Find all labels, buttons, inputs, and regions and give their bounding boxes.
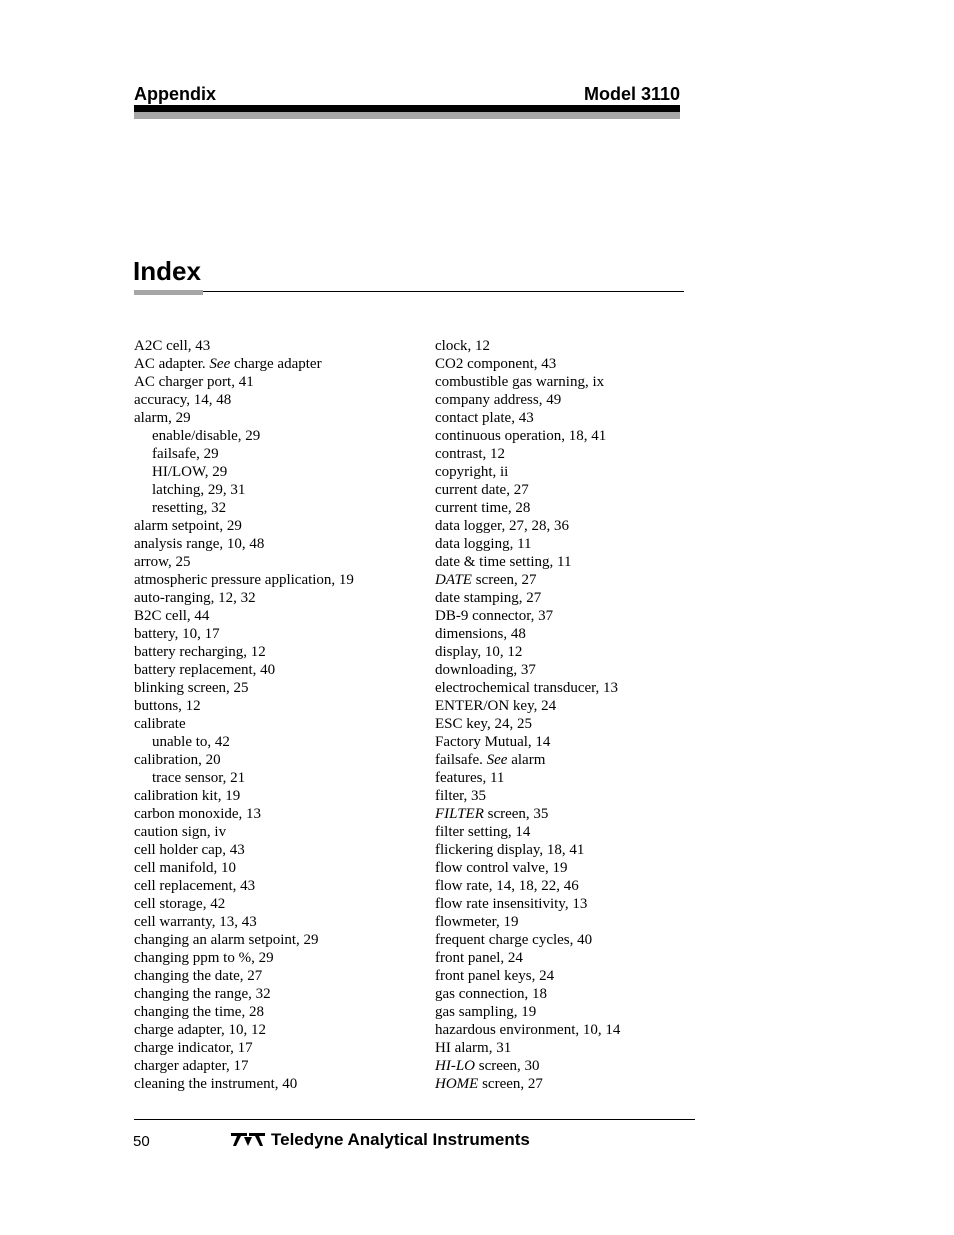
index-entry: company address, 49	[435, 392, 562, 408]
index-entry: CO2 component, 43	[435, 356, 557, 372]
index-entry: continuous operation, 18, 41	[435, 428, 607, 444]
index-entry: contact plate, 43	[435, 410, 534, 426]
index-entry: HI alarm, 31	[435, 1040, 512, 1056]
index-entry: dimensions, 48	[435, 626, 526, 642]
index-entry: battery recharging, 12	[134, 644, 266, 660]
index-entry: AC charger port, 41	[134, 374, 254, 390]
index-entry: data logging, 11	[435, 536, 532, 552]
index-entry: failsafe. See alarm	[435, 752, 546, 768]
header-rule-grey	[134, 112, 680, 119]
index-entry: alarm setpoint, 29	[134, 518, 242, 534]
index-entry: front panel, 24	[435, 950, 523, 966]
index-entry: combustible gas warning, ix	[435, 374, 605, 390]
index-entry: changing the time, 28	[134, 1004, 264, 1020]
index-entry: cell storage, 42	[134, 896, 226, 912]
index-entry: DB-9 connector, 37	[435, 608, 554, 624]
index-entry: calibrate	[134, 716, 186, 732]
index-subentry: latching, 29, 31	[152, 482, 246, 498]
title-rule-line	[203, 291, 684, 292]
index-subentry: trace sensor, 21	[152, 770, 246, 786]
index-entry: charge adapter, 10, 12	[134, 1022, 266, 1038]
index-entry: current time, 28	[435, 500, 531, 516]
index-entry: caution sign, iv	[134, 824, 227, 840]
index-entry: frequent charge cycles, 40	[435, 932, 593, 948]
page-title: Index	[133, 256, 201, 286]
index-entry: HI-LO screen, 30	[435, 1058, 540, 1074]
index-entry: flowmeter, 19	[435, 914, 519, 930]
index-entry: charge indicator, 17	[134, 1040, 253, 1056]
index-subentry: HI/LOW, 29	[152, 464, 228, 480]
index-entry: DATE screen, 27	[435, 572, 537, 588]
header-section-label: Appendix	[134, 84, 217, 104]
page-number: 50	[133, 1133, 150, 1150]
index-entry: cell replacement, 43	[134, 878, 256, 894]
index-entry: flow rate, 14, 18, 22, 46	[435, 878, 579, 894]
index-entry: B2C cell, 44	[134, 608, 210, 624]
index-entry: changing the date, 27	[134, 968, 263, 984]
index-entry: atmospheric pressure application, 19	[134, 572, 354, 588]
index-entry: alarm, 29	[134, 410, 191, 426]
index-entry: ESC key, 24, 25	[435, 716, 532, 732]
index-entry: flow rate insensitivity, 13	[435, 896, 588, 912]
index-entry: display, 10, 12	[435, 644, 523, 660]
footer-brand: Teledyne Analytical Instruments	[271, 1130, 530, 1149]
index-subentry: resetting, 32	[152, 500, 227, 516]
index-entry: charger adapter, 17	[134, 1058, 249, 1074]
index-entry: cell manifold, 10	[134, 860, 237, 876]
index-entry: date & time setting, 11	[435, 554, 572, 570]
index-entry: FILTER screen, 35	[435, 806, 549, 822]
index-entry: carbon monoxide, 13	[134, 806, 262, 822]
index-entry: HOME screen, 27	[435, 1076, 543, 1092]
index-entry: contrast, 12	[435, 446, 505, 462]
index-entry: calibration, 20	[134, 752, 221, 768]
index-entry: current date, 27	[435, 482, 529, 498]
index-entry: filter setting, 14	[435, 824, 531, 840]
index-entry: filter, 35	[435, 788, 487, 804]
index-entry: A2C cell, 43	[134, 338, 211, 354]
index-entry: Factory Mutual, 14	[435, 734, 551, 750]
index-entry: hazardous environment, 10, 14	[435, 1022, 621, 1038]
index-entry: cell holder cap, 43	[134, 842, 245, 858]
index-entry: data logger, 27, 28, 36	[435, 518, 569, 534]
header-rule-black	[134, 105, 680, 112]
index-subentry: failsafe, 29	[152, 446, 219, 462]
index-subentry: enable/disable, 29	[152, 428, 261, 444]
index-entry: battery, 10, 17	[134, 626, 220, 642]
index-entry: flickering display, 18, 41	[435, 842, 585, 858]
index-entry: cleaning the instrument, 40	[134, 1076, 298, 1092]
index-entry: ENTER/ON key, 24	[435, 698, 557, 714]
index-entry: gas sampling, 19	[435, 1004, 537, 1020]
index-entry: cell warranty, 13, 43	[134, 914, 257, 930]
index-entry: changing an alarm setpoint, 29	[134, 932, 319, 948]
index-entry: calibration kit, 19	[134, 788, 241, 804]
title-rule-accent	[134, 290, 203, 295]
index-entry: AC adapter. See charge adapter	[134, 356, 322, 372]
index-entry: gas connection, 18	[435, 986, 548, 1002]
index-entry: accuracy, 14, 48	[134, 392, 232, 408]
index-entry: battery replacement, 40	[134, 662, 276, 678]
footer-rule	[134, 1119, 695, 1120]
index-entry: clock, 12	[435, 338, 490, 354]
header-model-label: Model 3110	[583, 84, 680, 104]
index-entry: analysis range, 10, 48	[134, 536, 265, 552]
index-column-right	[435, 337, 735, 1093]
index-entry: features, 11	[435, 770, 505, 786]
index-entry: downloading, 37	[435, 662, 536, 678]
teledyne-logo-icon	[230, 1131, 266, 1147]
index-entry: blinking screen, 25	[134, 680, 249, 696]
index-entry: changing ppm to %, 29	[134, 950, 274, 966]
index-entry: auto-ranging, 12, 32	[134, 590, 256, 606]
index-entry: electrochemical transducer, 13	[435, 680, 619, 696]
index-subentry: unable to, 42	[152, 734, 230, 750]
index-entry: front panel keys, 24	[435, 968, 555, 984]
index-entry: flow control valve, 19	[435, 860, 568, 876]
index-entry: arrow, 25	[134, 554, 191, 570]
index-entry: date stamping, 27	[435, 590, 542, 606]
index-column-left	[134, 337, 424, 1093]
index-entry: copyright, ii	[435, 464, 509, 480]
index-entry: changing the range, 32	[134, 986, 271, 1002]
index-entry: buttons, 12	[134, 698, 201, 714]
